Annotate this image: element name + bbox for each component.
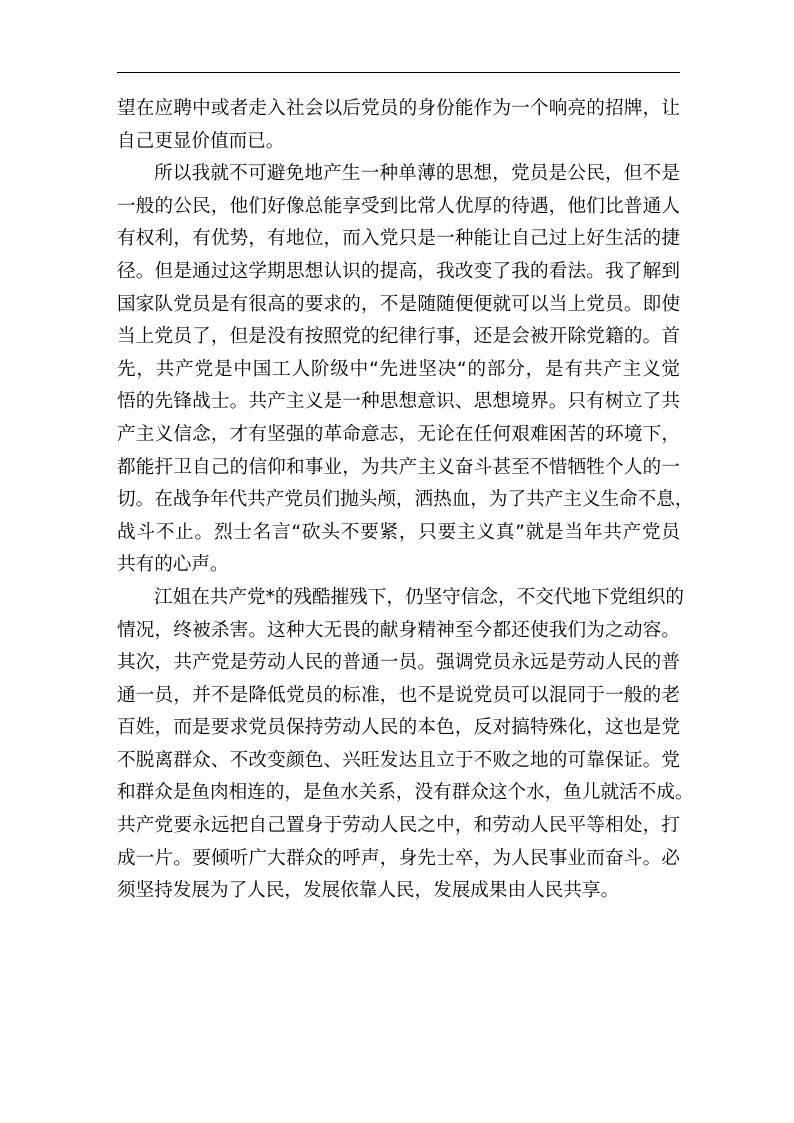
- text-line: 其次，共产党是劳动人民的普通一员。强调党员永远是劳动人民的普: [117, 652, 680, 674]
- text-line: 先，共产党是中国工人阶级中“先进坚决“的部分，是有共产主义觉: [117, 358, 680, 380]
- text-line: 自己更显价值而已。: [117, 130, 285, 152]
- text-line: 须坚持发展为了人民，发展依靠人民，发展成果由人民共享。: [117, 880, 620, 902]
- text-line: 当上党员了，但是没有按照党的纪律行事，还是会被开除党籍的。首: [117, 326, 680, 348]
- text-line: 一般的公民，他们好像总能享受到比常人优厚的待遇，他们比普通人: [117, 195, 680, 217]
- text-line: 径。但是通过这学期思想认识的提高，我改变了我的看法。我了解到: [117, 260, 680, 282]
- text-line: 不脱离群众、不改变颜色、兴旺发达且立于不败之地的可靠保证。党: [117, 749, 680, 771]
- text-line: 成一片。要倾听广大群众的呼声，身先士卒，为人民事业而奋斗。必: [117, 847, 680, 869]
- text-line: 共产党要永远把自己置身于劳动人民之中，和劳动人民平等相处，打: [117, 815, 680, 837]
- text-line: 望在应聘中或者走入社会以后党员的身份能作为一个响亮的招牌，让: [117, 98, 680, 119]
- text-line: 百姓，而是要求党员保持劳动人民的本色，反对搞特殊化，这也是党: [117, 717, 680, 739]
- text-line: 共有的心声。: [117, 554, 229, 576]
- text-line: 情况，终被杀害。这种大无畏的献身精神至今都还使我们为之动容。: [117, 619, 680, 641]
- text-line: 战斗不止。烈士名言“砍头不要紧，只要主义真”就是当年共产党员: [117, 521, 680, 543]
- text-line: 切。在战争年代共产党员们抛头颅，洒热血，为了共产主义生命不息，: [117, 489, 694, 511]
- text-line: 都能扞卫自己的信仰和事业，为共产主义奋斗甚至不惜牺牲个人的一: [117, 456, 680, 478]
- header-rule: [117, 72, 680, 73]
- text-line: 国家队党员是有很高的要求的，不是随随便便就可以当上党员。即使: [117, 293, 680, 315]
- text-line: 江姐在共产党*的残酷摧残下，仍坚守信念，不交代地下党组织的: [154, 586, 684, 608]
- text-line: 所以我就不可避免地产生一种单薄的思想，党员是公民，但不是: [154, 163, 680, 185]
- text-line: 产主义信念，才有坚强的革命意志，无论在任何艰难困苦的环境下，: [117, 423, 680, 445]
- text-line: 和群众是鱼肉相连的，是鱼水关系，没有群众这个水，鱼儿就活不成。: [117, 782, 694, 804]
- body-text: [117, 93, 694, 908]
- text-line: 悟的先锋战士。共产主义是一种思想意识、思想境界。只有树立了共: [117, 391, 680, 413]
- text-line: 通一员，并不是降低党员的标准，也不是说党员可以混同于一般的老: [117, 684, 680, 706]
- text-line: 有权利，有优势，有地位，而入党只是一种能让自己过上好生活的捷: [117, 228, 680, 250]
